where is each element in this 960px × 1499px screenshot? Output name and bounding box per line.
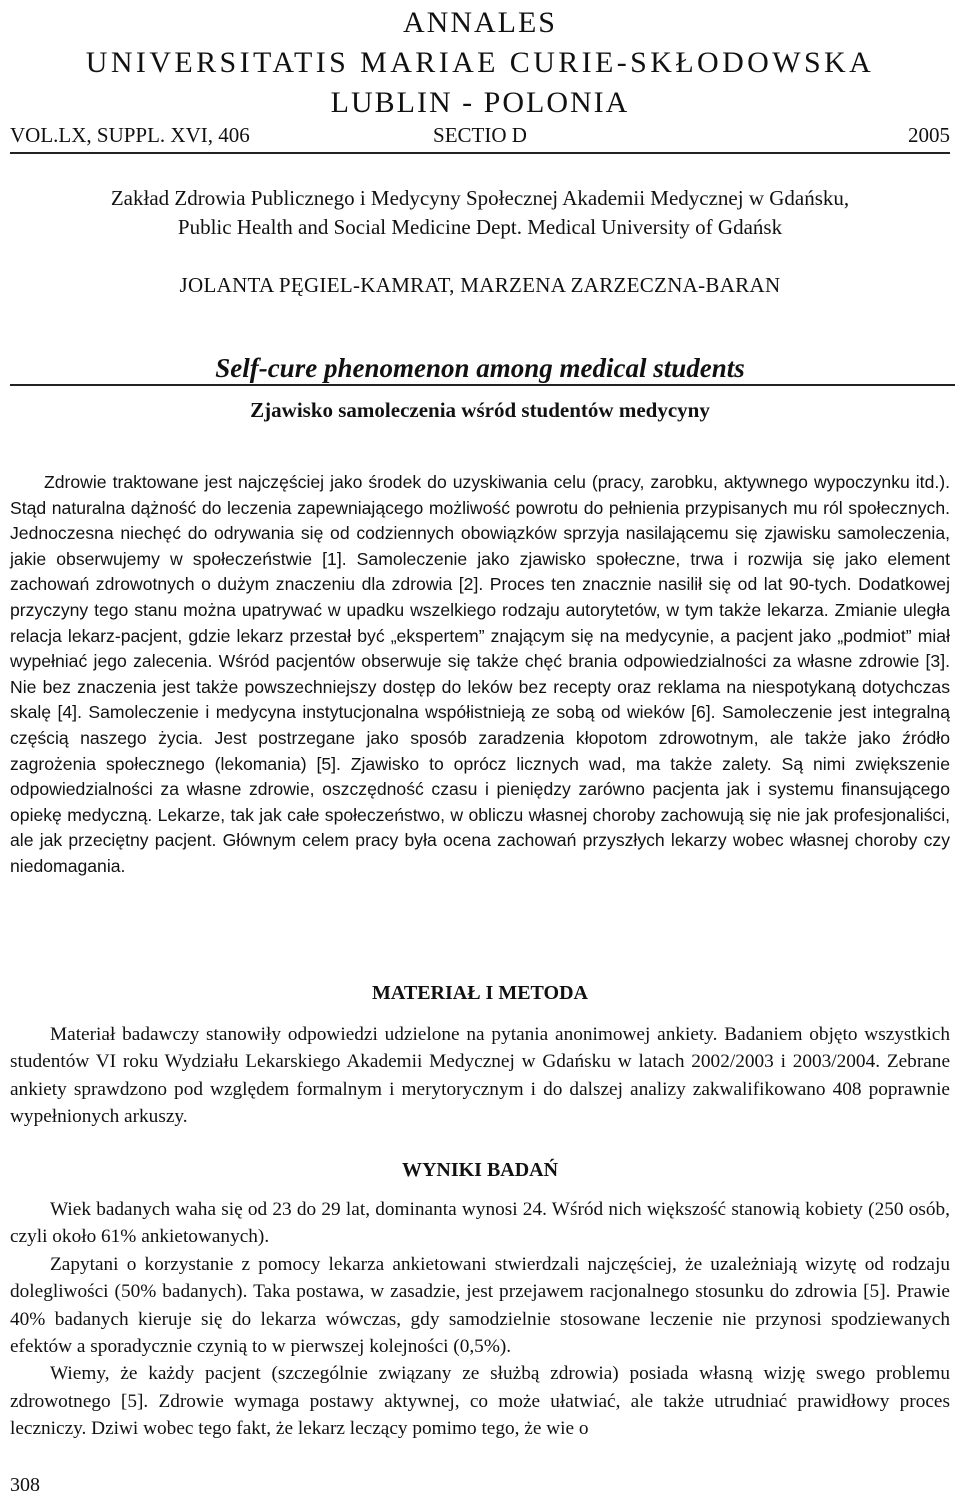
introduction-text: Zdrowie traktowane jest najczęściej jako środek do uzyskiwania celu (pracy, zarobku, aktywnego wypoczynku itd.). Stąd naturalna dążność do leczenia zapewniającego możliwość powrotu do pełnienia przypisanych mu ról społecznych. Jednoczesna niechęć do odrywania się od codziennych obowiązków sprzyja nasilającemu się zjawisku samoleczenia, jakie obserwujemy w społeczeństwie [1]. Samoleczenie jako zjawisko społeczne, trwa i rozwija się jako element zachowań zdrowotnych o dużym znaczeniu dla zdrowia [2]. Proces ten znacznie nasilił się od lat 90-tych. Dodatkowej przyczyny tego stanu można upatrywać w upadku wszelkiego rodzaju autorytetów, w tym także lekarza. Zmianie uległa relacja lekarz-pacjent, gdzie lekarz przestał być „ekspertem” znającym się na medycynie, a pacjent jako „podmiot” miał wypełniać jego zalecenia. Wśród pacjentów obserwuje się także chęć brania odpowiedzialności za własne zdrowie [3]. Nie bez znaczenia jest także powszechniejszy dostęp do leków bez recepty oraz reklama na niespotykaną dotychczas skalę [4]. Samoleczenie i medycyna instytucjonalna współistnieją ze sobą od wieków [6]. Samoleczenie jest integralną częścią naszego życia. Jest postrzegane jako sposób zaradzenia kłopotom zdrowotnym, ale także jako źródło zagrożenia społecznego (lekomania) [5]. Zjawisko to oprócz licznych wad, ma także zalety. Są nimi zwiększenie odpowiedzialności za własne zdrowie, oszczędność czasu i pieniędzy zarówno pacjenta jak i systemu finansującego opiekę medyczną. Lekarze, tak jak całe społeczeństwo, w obliczu własnej choroby zachowują się nie jak profesjonaliści, ale jak przeciętny pacjent. Głównym celem pracy była ocena zachowań przyszłych lekarzy wobec własnej choroby czy niedomagania. bbox=[10, 472, 950, 876]
volume-info: VOL.LX, SUPPL. XVI, 406 bbox=[10, 123, 250, 147]
results-paragraph: Wiek badanych waha się od 23 do 29 lat, dominanta wynosi 24. Wśród nich większość stanowią kobiety (250 osób, czyli około 61% ankietowanych). bbox=[10, 1199, 950, 1248]
page-number: 308 bbox=[10, 1474, 40, 1496]
methods-section bbox=[10, 1021, 950, 1131]
affiliation-line2: Public Health and Social Medicine Dept. Medical University of Gdańsk bbox=[177, 215, 783, 239]
results-paragraph: Zapytani o korzystanie z pomocy lekarza ankietowani stwierdzali najczęściej, że uzależniają wizytę od rodzaju dolegliwości (50% badanych). Taka postawa, w zasadzie, jest przejawem racjonalnego stosunku do zdrowia [5]. Prawie 40% badanych kieruje się do lekarza wówczas, gdy samodzielnie stosowane leczenie nie przynosi spodziewanych efektów a sporadycznie czynią to w pierwszej kolejności (0,5%). bbox=[10, 1253, 950, 1358]
affiliation bbox=[0, 184, 960, 242]
article-title-en: Self-cure phenomenon among medical students bbox=[215, 353, 745, 383]
methods-paragraph: Materiał badawczy stanowiły odpowiedzi udzielone na pytania anonimowej ankiety. Badaniem objęto wszystkich studentów VI roku Wydziału Lekarskiego Akademii Medycznej w Gdańsku w latach 2002/2003 i 2003/2004. Zebrane ankiety sprawdzono pod względem formalnym i merytorycznym i do dalszej analizy zakwalifikowano 408 poprawnie wypełnionych arkuszy. bbox=[10, 1024, 950, 1128]
section-info: SECTIO D bbox=[433, 123, 527, 147]
results-heading: WYNIKI BADAŃ bbox=[401, 1159, 559, 1181]
results-section bbox=[10, 1196, 950, 1443]
journal-title-line2: UNIVERSITATIS MARIAE CURIE-SKŁODOWSKA bbox=[85, 46, 875, 79]
methods-heading: MATERIAŁ I METODA bbox=[372, 982, 588, 1004]
results-paragraph: Wiemy, że każdy pacjent (szczególnie związany ze służbą zdrowia) posiada własną wizję swego problemu zdrowotnego [5]. Zdrowie wymaga postawy aktywnej, co może ułatwiać, ale także utrudniać prawidłowy proces leczniczy. Dziwi wobec tego fakt, że lekarz leczący pomimo tego, że wie o bbox=[10, 1363, 950, 1440]
title-divider bbox=[10, 384, 955, 386]
journal-title-line1: ANNALES bbox=[403, 6, 557, 39]
affiliation-line1: Zakład Zdrowia Publicznego i Medycyny Społecznej Akademii Medycznej w Gdańsku, bbox=[110, 186, 850, 210]
volume-line bbox=[10, 120, 950, 154]
year: 2005 bbox=[908, 123, 950, 147]
journal-title-line3: LUBLIN - POLONIA bbox=[330, 86, 630, 119]
article-title-pl: Zjawisko samoleczenia wśród studentów medycyny bbox=[250, 398, 710, 422]
authors: JOLANTA PĘGIEL-KAMRAT, MARZENA ZARZECZNA-BARAN bbox=[179, 273, 781, 297]
